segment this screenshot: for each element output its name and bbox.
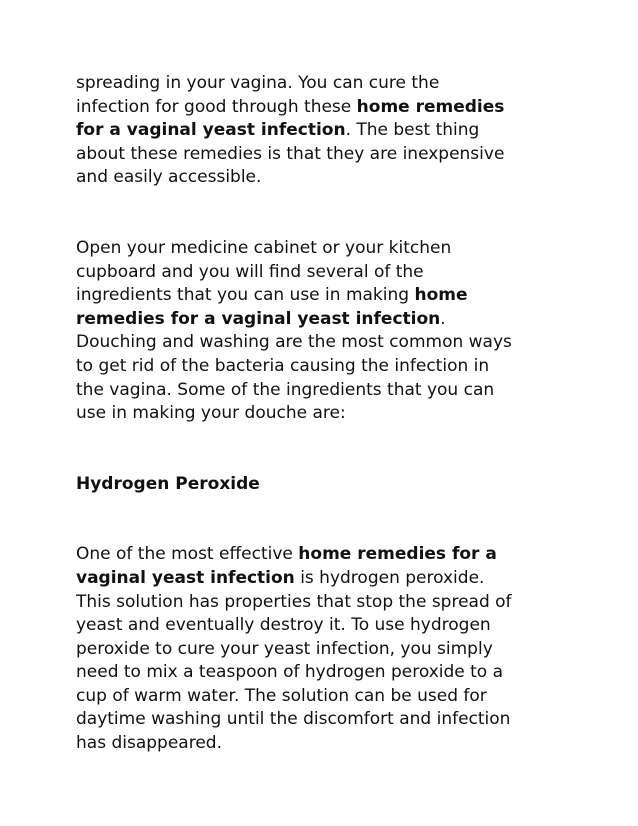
text-line <box>76 119 556 143</box>
keyword-emphasis: home remedies <box>356 96 505 117</box>
text-line: Douching and washing are the most common ways <box>76 332 512 353</box>
paragraph-spacer <box>76 426 556 473</box>
text-run: is hydrogen peroxide. <box>294 567 485 588</box>
text-line: the vagina. Some of the ingredients that you can <box>76 379 495 400</box>
text-line: yeast and eventually destroy it. To use hydrogen <box>76 615 491 636</box>
keyword-emphasis: for a vaginal yeast infection <box>76 120 346 141</box>
text-line: use in making your douche are: <box>76 403 346 424</box>
paragraph-hydrogen-peroxide <box>76 543 556 755</box>
text-line: This solution has properties that stop the spread of <box>76 591 512 612</box>
paragraph-spacer <box>76 190 556 237</box>
text-line: about these remedies is that they are inexpensive <box>76 143 505 164</box>
keyword-emphasis: home <box>414 285 468 306</box>
text-line <box>76 284 556 308</box>
text-run: . The best thing <box>345 120 480 141</box>
text-run: . <box>440 308 446 329</box>
text-line: need to mix a teaspoon of hydrogen peroxide to a <box>76 662 504 683</box>
paragraph-spacer <box>76 496 556 543</box>
text-line: daytime washing until the discomfort and infection <box>76 709 511 730</box>
section-heading: Hydrogen Peroxide <box>76 473 260 494</box>
text-line: cup of warm water. The solution can be used for <box>76 685 487 706</box>
text-line: spreading in your vagina. You can cure the <box>76 73 440 93</box>
paragraph-ingredients <box>76 237 556 426</box>
keyword-emphasis: home remedies for a <box>298 544 497 565</box>
text-line <box>76 308 556 332</box>
text-line: peroxide to cure your yeast infection, you simply <box>76 638 493 659</box>
text-line: cupboard and you will find several of the <box>76 261 424 282</box>
text-line <box>76 96 556 120</box>
text-line <box>76 567 556 591</box>
keyword-emphasis: vaginal yeast infection <box>76 567 295 588</box>
text-run: infection for good through these <box>76 96 357 117</box>
text-line: and easily accessible. <box>76 167 262 188</box>
document-page <box>76 72 556 756</box>
text-run: One of the most effective <box>76 544 299 565</box>
text-line: Open your medicine cabinet or your kitchen <box>76 237 452 258</box>
keyword-emphasis: remedies for a vaginal yeast infection <box>76 308 441 329</box>
text-line <box>76 543 556 567</box>
paragraph-intro <box>76 72 556 190</box>
text-line: to get rid of the bacteria causing the infection in <box>76 355 490 376</box>
text-run: ingredients that you can use in making <box>76 285 415 306</box>
text-line: has disappeared. <box>76 733 222 754</box>
